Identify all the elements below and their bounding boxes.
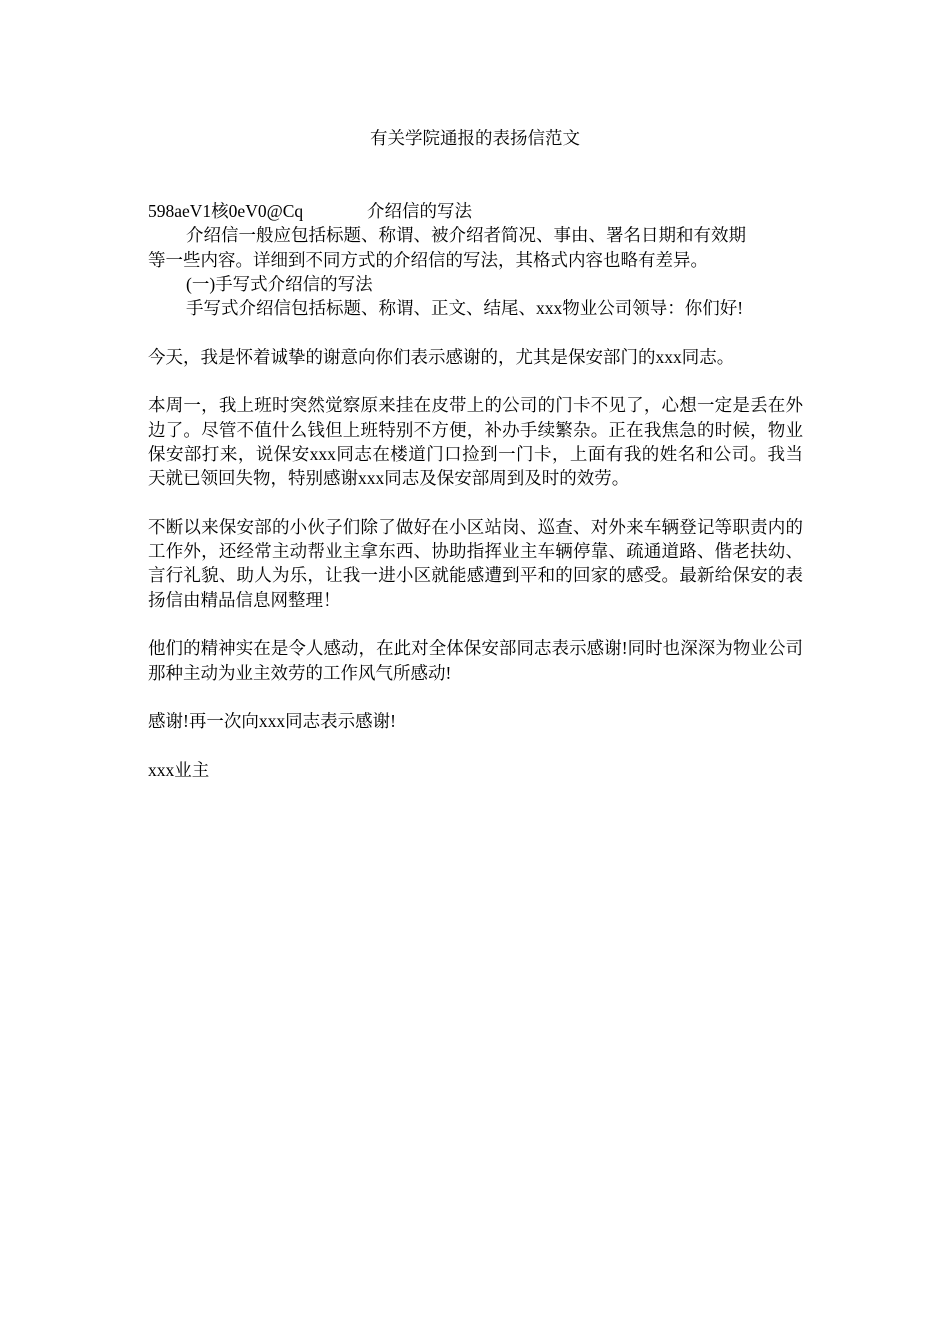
signature: xxx业主 (148, 759, 210, 780)
paragraph-service: 不断以来保安部的小伙子们除了做好在小区站岗、巡查、对外来车辆登记等职责内的工作外，还经常主动帮业主拿东西、协助指挥业主车辆停靠、疏通道路、偕老扶幼、言行礼貌、助人为乐，让我一进小区就能感遭到平和的回家的感受。最新给保安的表扬信由精品信息网整理！ (148, 516, 803, 610)
intro-line-1: 介绍信一般应包括标题、称谓、被介绍者简况、事由、署名日期和有效期 (186, 225, 746, 246)
header-code: 598aeV1核0eV0@Cq (148, 201, 304, 221)
paragraph-opening: 今天，我是怀着诚挚的谢意向你们表示感谢的，尤其是保安部门的xxx同志。 (148, 346, 735, 367)
subheading-text: 手写式介绍信包括标题、称谓、正文、结尾、xxx物业公司领导：你们好! (186, 298, 744, 319)
intro-line-2: 等一些内容。详细到不同方式的介绍信的写法，其格式内容也略有差异。 (148, 249, 708, 270)
letter-body (148, 345, 803, 782)
paragraph-thanks: 他们的精神实在是令人感动，在此对全体保安部同志表示感谢!同时也深深为物业公司那种主动为业主效劳的工作风气所感动! (148, 638, 803, 683)
header-heading: 介绍信的写法 (367, 201, 472, 221)
header-line (148, 199, 803, 223)
paragraph-incident: 本周一，我上班时突然觉察原来挂在皮带上的公司的门卡不见了，心想一定是丢在外边了。尽管不值什么钱但上班特别不方便，补办手续繁杂。正在我焦急的时候，物业保安部打来，说保安xxx同志在楼道门口捡到一门卡，上面有我的姓名和公司。我当天就已领回失物，特别感谢xxx同志及保安部周到及时的效劳。 (148, 395, 803, 489)
paragraph-closing: 感谢!再一次向xxx同志表示感谢! (148, 711, 396, 732)
document-body (148, 199, 803, 782)
document-title: 有关学院通报的表扬信范文 (370, 128, 580, 148)
subheading: (一)手写式介绍信的写法 (186, 273, 373, 294)
